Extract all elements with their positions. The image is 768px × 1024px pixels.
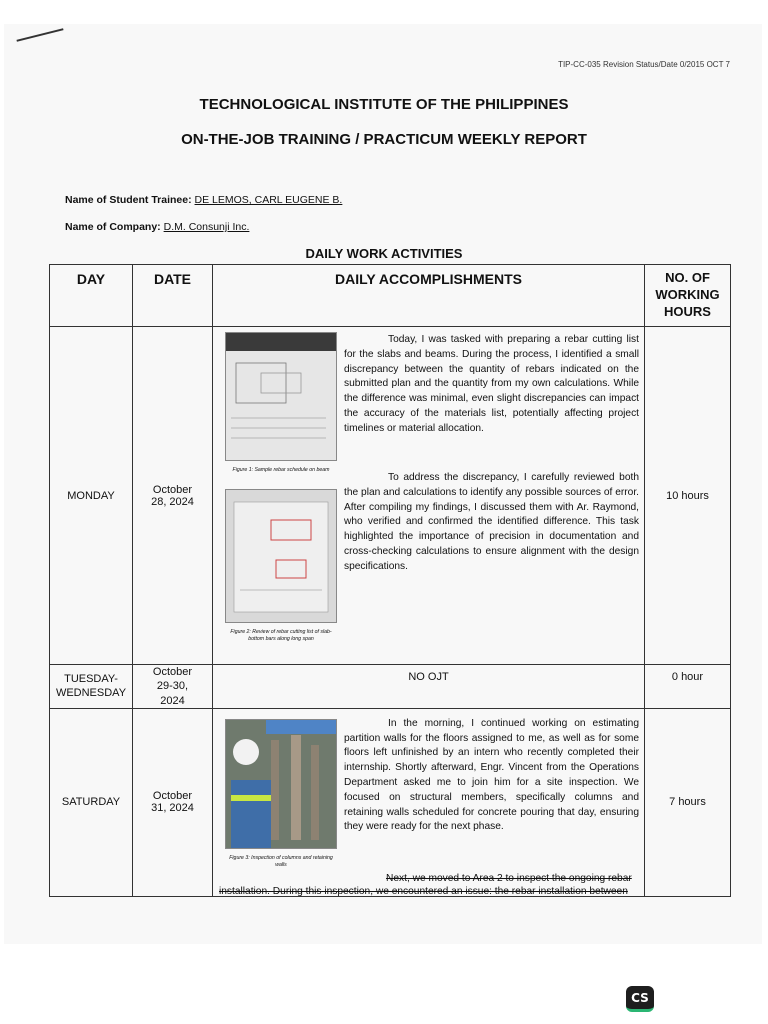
figure-3-caption: Figure 3: Inspection of columns and retaining walls [229,854,333,869]
figure-1-caption: Figure 1: Sample rebar schedule on beam [232,467,330,473]
hours-cell: 10 hours [645,327,731,665]
document-code: TIP-CC-035 Revision Status/Date 0/2015 OCT 7 [558,60,730,69]
cut-line-2: installation. During this inspection, we encountered an issue: the rebar installation between [219,886,628,898]
day-cell: MONDAY [50,327,133,665]
trainee-label: Name of Student Trainee: [65,194,192,206]
table-row [50,708,731,896]
cut-line-1: Next, we moved to Area 2 to inspect the ongoing rebar [386,872,632,884]
accomplishments-cell [213,327,645,665]
figure-2-caption: Figure 2: Review of rebar cutting list of slab-bottom bars along long span [230,629,332,643]
report-title: ON-THE-JOB TRAINING / PRACTICUM WEEKLY REPORT [181,131,587,148]
trainee-name: DE LEMOS, CARL EUGENE B. [194,194,343,206]
header-date: DATE [133,265,213,327]
company-label: Name of Company: [65,221,161,233]
figure-rebar-cutting-list [225,489,337,623]
date-cell [133,708,213,896]
figure-rebar-schedule [225,332,337,461]
date-text: October 31, 2024 [151,790,194,815]
day-cell: TUESDAY-WEDNESDAY [50,665,133,709]
date-cell [133,665,213,709]
table-row [50,665,731,709]
date-text: October 28, 2024 [151,483,194,508]
section-title: DAILY WORK ACTIVITIES [305,246,463,261]
saturday-paragraph-1: In the morning, I continued working on estimating partition walls for the floors assigned to me, as well as for some floors left unfinished by an intern who recently completed their internship. Shortly afterward, Engr. Vincent from the Operations Department asked me to join him for a site inspection. We focused on structural members, specifically columns and retaining walls scheduled for concrete pouring that day, ensuring they were ready for the next phase. [344,717,639,833]
company-field [65,221,249,233]
hours-cell: 7 hours [645,708,731,896]
institution-title: TECHNOLOGICAL INSTITUTE OF THE PHILIPPINES [199,96,569,113]
monday-paragraph-1: Today, I was tasked with preparing a rebar cutting list for the slabs and beams. During the process, I identified a small discrepancy between the quantity of rebars indicated on the submitted plan and the quantity from my own calculations. While the difference was minimal, even slight discrepancies can impact the accuracy of the materials list, potentially affecting project timelines or material allocation. [344,334,639,434]
table-header-row [50,265,731,327]
header-hours: NO. OF WORKING HOURS [645,265,731,327]
trainee-field [65,194,342,206]
cut-off-paragraph [213,872,644,898]
camscanner-logo: CS [626,986,654,1012]
company-name: D.M. Consunji Inc. [163,221,250,233]
figure-site-inspection [225,719,337,849]
accomplishments-cell [213,708,645,896]
monday-paragraph-2: To address the discrepancy, I carefully reviewed both the plan and calculations to identify any possible sources of error. After compiling my findings, I discussed them with Ar. Raymond, who verified and confirmed the identified difference. This task highlighted the importance of precision in documentation and cross-checking calculations to ensure alignment with the design specifications. [344,472,639,572]
date-cell [133,327,213,665]
header-day: DAY [50,265,133,327]
date-text: October 29-30, 2024 [152,666,193,707]
no-ojt-cell: NO OJT [213,665,645,709]
day-cell: SATURDAY [50,708,133,896]
work-activities-table [49,264,731,897]
header-accomplishments: DAILY ACCOMPLISHMENTS [213,265,645,327]
hours-cell: 0 hour [645,665,731,709]
table-row [50,327,731,665]
